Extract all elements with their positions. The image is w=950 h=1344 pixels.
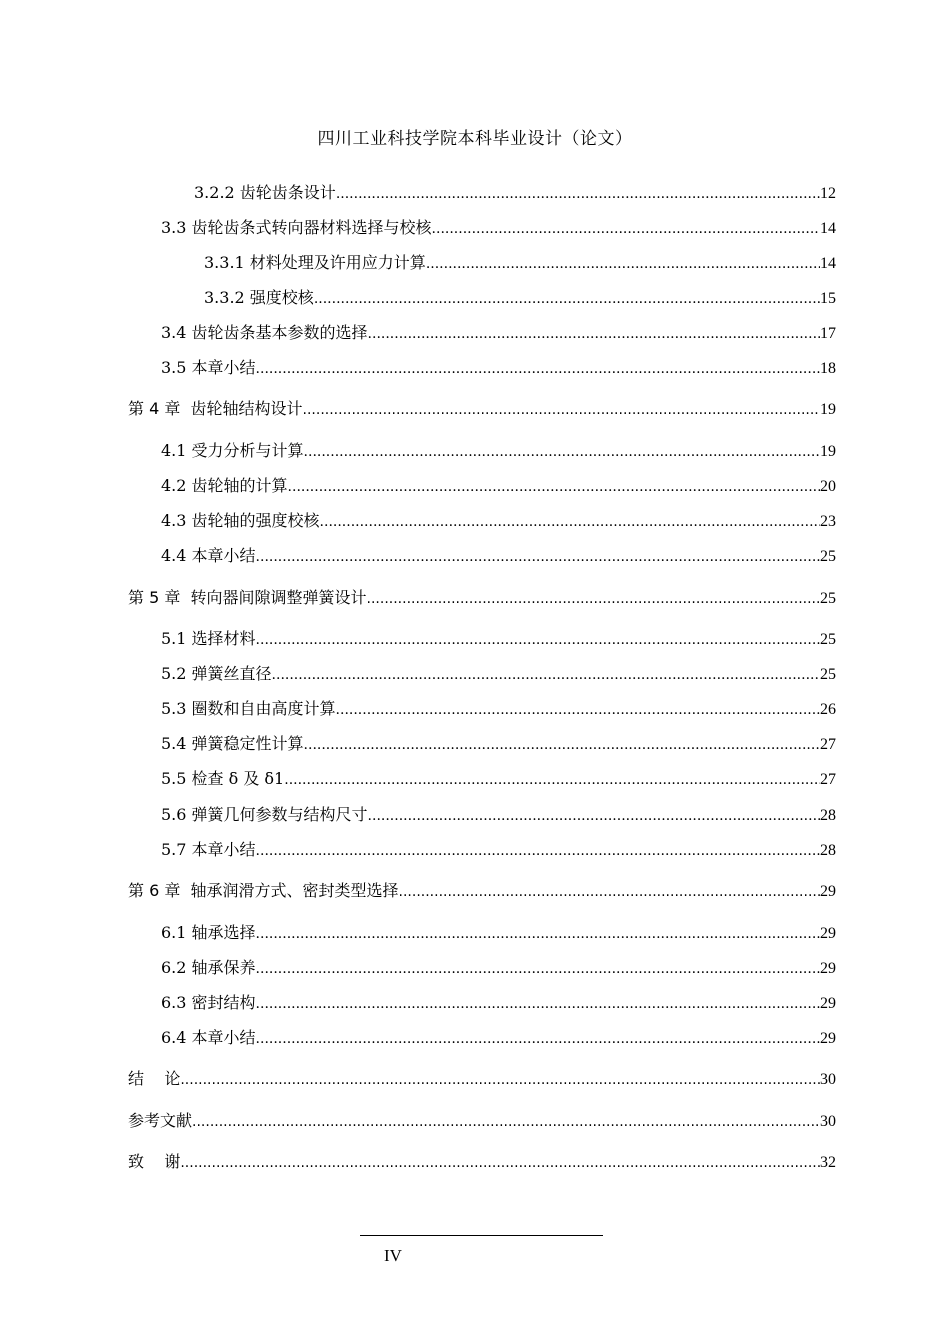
toc-entry-page: 15 (820, 290, 836, 307)
toc-entry-title: 第 4 章 齿轮轴结构设计 (128, 399, 303, 418)
toc-entry[interactable] (0, 438, 950, 464)
toc-leader (314, 286, 820, 312)
toc-leader (336, 181, 820, 207)
toc-entry-title: 第 6 章 轴承润滑方式、密封类型选择 (128, 881, 399, 900)
toc-entry[interactable] (0, 180, 950, 206)
toc-leader (304, 439, 820, 465)
toc-entry[interactable] (0, 543, 950, 569)
toc-entry-title: 6.2 轴承保养 (161, 958, 256, 977)
toc-entry-page: 28 (820, 807, 836, 824)
footer-divider (360, 1235, 603, 1236)
toc-entry-page: 29 (820, 995, 836, 1012)
toc-entry-title: 结 论 (128, 1069, 181, 1088)
toc-entry-page: 27 (820, 771, 836, 788)
toc-leader (256, 544, 820, 570)
toc-entry-page: 29 (820, 883, 836, 900)
toc-entry-page: 12 (820, 185, 836, 202)
toc-entry-page: 17 (820, 325, 836, 342)
toc-entry-title: 5.5 检查 δ 及 δ1 (161, 769, 285, 788)
toc-entry-title: 致 谢 (128, 1152, 181, 1171)
toc-entry[interactable] (0, 802, 950, 828)
toc-entry-title: 3.3.2 强度校核 (204, 288, 314, 307)
toc-entry-title: 3.3 齿轮齿条式转向器材料选择与校核 (161, 218, 432, 237)
toc-entry-page: 32 (820, 1154, 836, 1171)
toc-chapter-entry[interactable] (0, 1149, 950, 1175)
toc-leader (284, 767, 820, 793)
toc-entry-page: 20 (820, 478, 836, 495)
toc-entry-title: 3.5 本章小结 (161, 358, 256, 377)
toc-entry[interactable] (0, 837, 950, 863)
toc-entry-page: 30 (820, 1113, 836, 1130)
toc-leader (256, 921, 820, 947)
toc-entry[interactable] (0, 955, 950, 981)
toc-entry[interactable] (0, 508, 950, 534)
toc-entry-title: 6.4 本章小结 (161, 1028, 256, 1047)
toc-entry-title: 3.2.2 齿轮齿条设计 (194, 183, 336, 202)
toc-entry-title: 3.4 齿轮齿条基本参数的选择 (161, 323, 368, 342)
toc-entry[interactable] (0, 731, 950, 757)
toc-entry-page: 25 (820, 548, 836, 565)
toc-leader (336, 697, 820, 723)
toc-entry-page: 19 (820, 443, 836, 460)
toc-leader (256, 838, 820, 864)
toc-leader (256, 356, 820, 382)
toc-entry[interactable] (0, 285, 950, 311)
toc-entry[interactable] (0, 766, 950, 792)
toc-entry[interactable] (0, 355, 950, 381)
toc-entry-page: 29 (820, 1030, 836, 1047)
toc-leader (426, 251, 820, 277)
toc-entry-page: 29 (820, 960, 836, 977)
page-number: IV (384, 1246, 402, 1265)
toc-entry-title: 4.1 受力分析与计算 (161, 441, 304, 460)
toc-entry[interactable] (0, 473, 950, 499)
toc-entry-page: 19 (820, 401, 836, 418)
toc-entry-title: 6.1 轴承选择 (161, 923, 256, 942)
toc-leader (399, 879, 820, 905)
toc-leader (320, 509, 820, 535)
toc-leader (304, 732, 820, 758)
toc-entry-title: 5.4 弹簧稳定性计算 (161, 734, 304, 753)
toc-entry-page: 30 (820, 1071, 836, 1088)
toc-leader (368, 321, 820, 347)
toc-entry-page: 14 (820, 220, 836, 237)
toc-leader (256, 956, 820, 982)
toc-entry-page: 14 (820, 255, 836, 272)
toc-chapter-entry[interactable] (0, 585, 950, 611)
toc-entry[interactable] (0, 250, 950, 276)
toc-entry-page: 25 (820, 590, 836, 607)
toc-entry[interactable] (0, 990, 950, 1016)
toc-chapter-entry[interactable] (0, 1108, 950, 1134)
toc-leader (256, 991, 820, 1017)
toc-entry-title: 5.2 弹簧丝直径 (161, 664, 272, 683)
toc-entry-title: 5.7 本章小结 (161, 840, 256, 859)
toc-entry-title: 3.3.1 材料处理及许用应力计算 (204, 253, 426, 272)
toc-leader (192, 1109, 820, 1135)
toc-leader (180, 1067, 820, 1093)
toc-entry[interactable] (0, 920, 950, 946)
toc-entry-page: 27 (820, 736, 836, 753)
toc-chapter-entry[interactable] (0, 1066, 950, 1092)
toc-chapter-entry[interactable] (0, 396, 950, 422)
toc-leader (368, 803, 820, 829)
toc-entry-title: 参考文献 (128, 1111, 193, 1130)
toc-entry-page: 26 (820, 701, 836, 718)
toc-entry-title: 4.3 齿轮轴的强度校核 (161, 511, 320, 530)
toc-chapter-entry[interactable] (0, 878, 950, 904)
toc-entry[interactable] (0, 1025, 950, 1051)
toc-leader (272, 662, 820, 688)
toc-leader (367, 586, 820, 612)
toc-leader (180, 1150, 820, 1176)
toc-entry-title: 5.1 选择材料 (161, 629, 256, 648)
toc-entry-title: 5.3 圈数和自由高度计算 (161, 699, 336, 718)
toc-entry-page: 23 (820, 513, 836, 530)
toc-entry-title: 5.6 弹簧几何参数与结构尺寸 (161, 805, 368, 824)
toc-entry-page: 18 (820, 360, 836, 377)
page-header: 四川工业科技学院本科毕业设计（论文） (317, 129, 633, 149)
toc-leader (303, 397, 820, 423)
toc-entry-page: 29 (820, 925, 836, 942)
toc-entry[interactable] (0, 215, 950, 241)
toc-entry[interactable] (0, 320, 950, 346)
toc-entry[interactable] (0, 661, 950, 687)
toc-entry-page: 25 (820, 666, 836, 683)
toc-leader (256, 627, 820, 653)
toc-leader (432, 216, 820, 242)
toc-entry-title: 6.3 密封结构 (161, 993, 256, 1012)
toc-entry-page: 25 (820, 631, 836, 648)
toc-entry[interactable] (0, 626, 950, 652)
toc-leader (256, 1026, 820, 1052)
toc-leader (288, 474, 820, 500)
toc-entry-title: 4.2 齿轮轴的计算 (161, 476, 288, 495)
toc-entry-page: 28 (820, 842, 836, 859)
toc-entry-title: 第 5 章 转向器间隙调整弹簧设计 (128, 588, 367, 607)
toc-entry-title: 4.4 本章小结 (161, 546, 256, 565)
toc-entry[interactable] (0, 696, 950, 722)
